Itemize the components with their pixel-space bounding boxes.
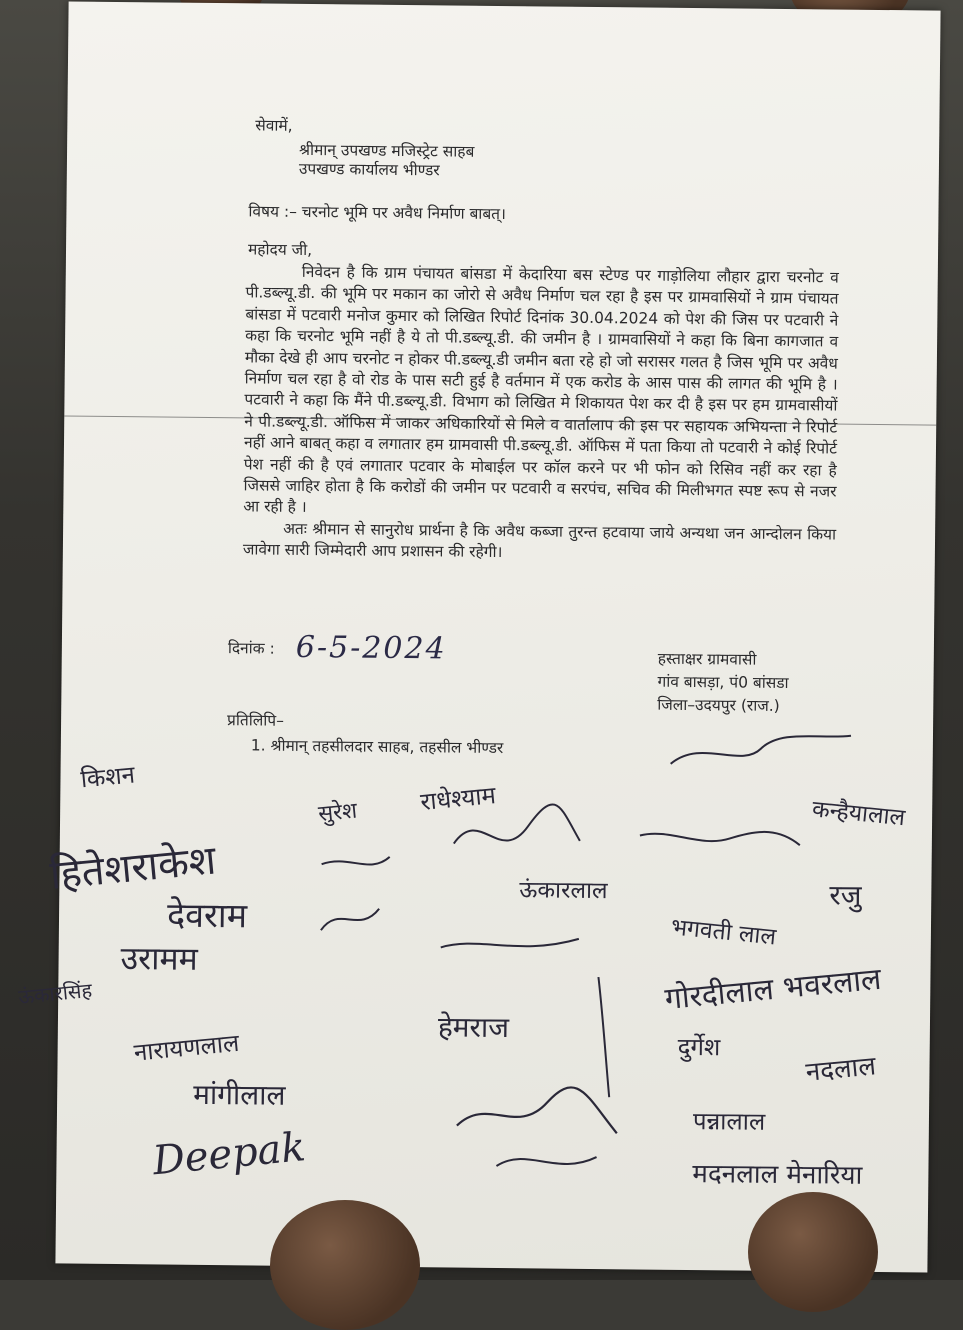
thumb-bottom-left bbox=[270, 1200, 420, 1330]
signature: Deepak bbox=[150, 1124, 308, 1185]
signatory-title: हस्ताक्षर ग्रामवासी bbox=[657, 649, 757, 669]
signature: किशन bbox=[79, 760, 137, 794]
handwritten-date: 6-5-2024 bbox=[295, 629, 447, 667]
signature: मांगीलाल bbox=[193, 1077, 286, 1112]
signature: नारायणलाल bbox=[132, 1028, 241, 1067]
recipient-line-2: उपखण्ड कार्यालय भीण्डर bbox=[298, 159, 440, 180]
signature: उरामम bbox=[120, 939, 198, 978]
thumb-bottom-right bbox=[748, 1192, 878, 1312]
signature: ऊंकारसिंह bbox=[17, 977, 94, 1009]
signature: मदनलाल मेनारिया bbox=[692, 1159, 863, 1191]
copy-to-label: प्रतिलिपि– bbox=[227, 711, 284, 730]
signature: नदलाल bbox=[804, 1051, 878, 1088]
letter-body bbox=[243, 261, 839, 567]
signature: हेमराज bbox=[437, 1010, 510, 1045]
signature: हितेशराकेश bbox=[48, 837, 218, 899]
signatory-district: जिला–उदयपुर (राज.) bbox=[657, 695, 780, 715]
signature: रजु bbox=[829, 878, 862, 912]
subject-line: विषय :– चरनोट भूमि पर अवैध निर्माण बाबत्। bbox=[248, 202, 507, 224]
greeting: महोदय जी, bbox=[247, 240, 313, 260]
signature: भगवती लाल bbox=[669, 914, 778, 951]
salutation: सेवामें, bbox=[255, 116, 293, 135]
signature: कन्हैयालाल bbox=[810, 796, 907, 832]
body-paragraph-2: अतः श्रीमान से सानुरोध प्रार्थना है कि अवैध कब्जा तुरन्त हटवाया जाये अन्यथा जन आन्दोलन किया जावेगा सारी जिम्मेदारी आप प्रशासन की रहेगी। bbox=[242, 519, 837, 562]
date-label: दिनांक : bbox=[227, 639, 275, 658]
body-paragraph-1: निवेदन है कि ग्राम पंचायत बांसडा में केदारिया बस स्टेण्ड पर गाड़ोलिया लौहार द्वारा चरनोट व पी.डब्ल्यू.डी. की भूमि पर मकान का जोरो से अवैध निर्माण चल रहा है इस पर ग्रामवासियों ने ग्राम पंचायत बांसडा में पटवारी मनोज कुमार को लिखित रिपोर्ट दिनांक 30.04.2024 को पेश की जिस पर पटवारी ने कहा कि चरनोट भूमि नहीं है ये तो पी.डब्ल्यू.डी. की जमीन है । ग्रामवासियों ने कहा कि बिना कागजात व मौका देखे ही आप चरनोट न होकर पी.डब्ल्यू.डी जमीन बता रहे हो जो सरासर गलत है जिस भूमि पर अवैध निर्माण चल रहा है वो रोड के पास सटी हुई है वर्तमान में एक करोड के आस पास की लागत की भूमि है । पटवारी ने कहा कि मैंने पी.डब्ल्यू.डी. विभाग को लिखित मे शिकायत पेश कर दी है इस पर हम ग्रामवासीयों ने पी.डब्ल्यू.डी. ऑफिस में जाकर अधिकारियों से मिले व वार्तालाप की इस पर सहायक अभियन्ता ने रिपोर्ट नहीं आने बाबत् कहा व लगातार हम ग्रामवासी पी.डब्ल्यू.डी. ऑफिस में पता किया तो पटवारी ने कोई रिपोर्ट पेश नहीं की है एवं लगातार पटवार के मोबाईल पर कॉल करने पर भी फोन को रिसिव नहीं कर रहा है जिससे जाहिर होता है कि करोडों की जमीन पर पटवारी व सरपंच, सचिव की मिलीभगत स्पष्ट रूप से नजर आ रही है । bbox=[243, 262, 839, 517]
letter-paper bbox=[17, 1, 940, 1272]
signature: दुर्गेश bbox=[677, 1032, 721, 1062]
signatory-village: गांव बासड़ा, पं0 बांसडा bbox=[657, 672, 789, 693]
signature: पन्नालाल bbox=[692, 1107, 766, 1136]
signature: सुरेश bbox=[317, 798, 359, 828]
signature: देवराम bbox=[166, 895, 248, 937]
signature: गोरदीलाल भवरलाल bbox=[663, 961, 883, 1018]
signature: ऊंकारलाल bbox=[519, 877, 608, 905]
recipient-line-1: श्रीमान् उपखण्ड मजिस्ट्रेट साहब bbox=[298, 140, 475, 161]
copy-to-item-1: 1. श्रीमान् तहसीलदार साहब, तहसील भीण्डर bbox=[250, 736, 504, 758]
signature: राधेश्याम bbox=[419, 781, 497, 817]
